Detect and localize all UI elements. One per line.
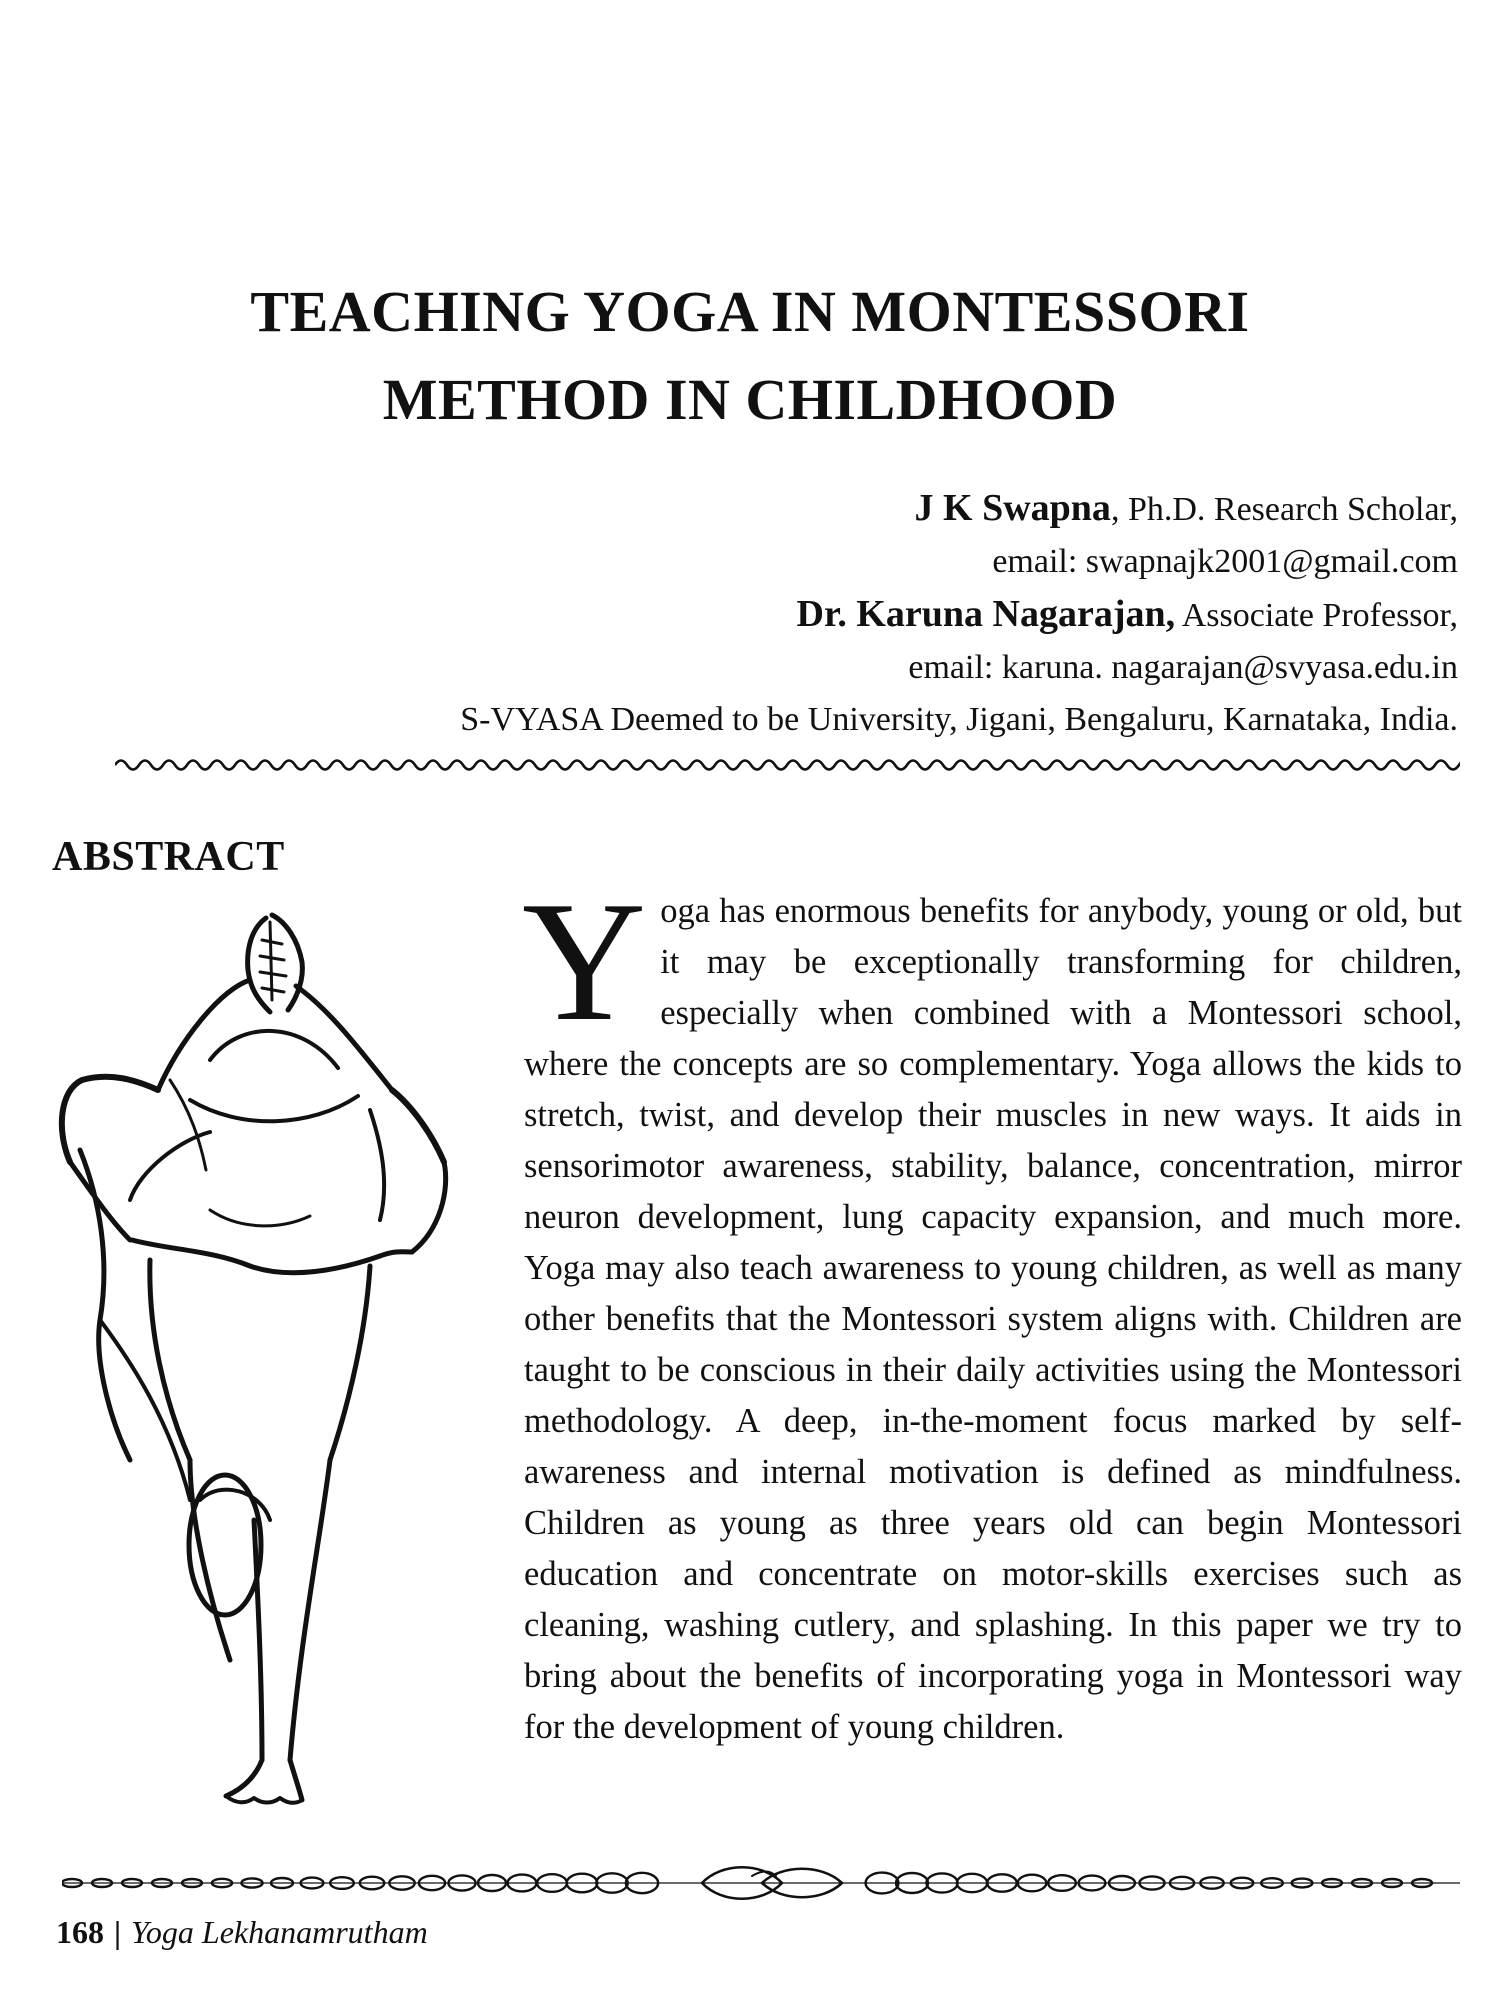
author-2-email: email: karuna. nagarajan@svyasa.edu.in (908, 649, 1458, 686)
book-title: Yoga Lekhanamrutham (131, 1914, 428, 1950)
abstract-heading: ABSTRACT (52, 834, 285, 880)
page-number: 168 (56, 1914, 104, 1950)
ornamental-divider (62, 1862, 1460, 1904)
author-1-role: , Ph.D. Research Scholar, (1110, 491, 1458, 528)
wavy-divider (115, 750, 1460, 780)
author-1-email: email: swapnajk2001@gmail.com (992, 543, 1458, 580)
page-footer (56, 1912, 428, 1952)
yoga-pose-illustration (40, 900, 500, 1860)
affiliation: S-VYASA Deemed to be University, Jigani, Bengaluru, Karnataka, India. (460, 701, 1458, 738)
title-line-1: TEACHING YOGA IN MONTESSORI (250, 279, 1250, 344)
author-1-name: J K Swapna (914, 487, 1111, 529)
abstract-body (522, 867, 1462, 1753)
author-2-line (258, 588, 1458, 642)
paper-title (120, 268, 1380, 444)
drop-cap: Y (522, 867, 647, 1057)
footer-separator: | (114, 1914, 122, 1950)
abstract-text: oga has enormous benefits for anybody, young or old, but it may be exceptionally transforming for children, especially when combined with a Montessori school, where the concepts are so complementary. Yoga allows the kids to stretch, twist, and develop their muscles in new ways. It aids in sensorimotor awareness, stability, balance, concentration, mirror neuron development, lung capacity expansion, and much more. Yoga may also teach awareness to young children, as well as many other benefits that the Montessori system aligns with. Children are taught to be conscious in their daily activities using the Montessori methodology. A deep, in-the-moment focus marked by self-awareness and internal motivation is defined as mindfulness. Children as young as three years old can begin Montessori education and concentrate on motor-skills exercises such as cleaning, washing cutlery, and splashing. In this paper we try to bring about the benefits of incorporating yoga in Montessori way for the development of young children. (524, 892, 1462, 1746)
author-block (258, 482, 1458, 746)
title-line-2: METHOD IN CHILDHOOD (382, 367, 1118, 432)
author-1-line (258, 482, 1458, 536)
author-2-role: Associate Professor, (1175, 597, 1458, 634)
author-2-name: Dr. Karuna Nagarajan, (796, 593, 1176, 635)
